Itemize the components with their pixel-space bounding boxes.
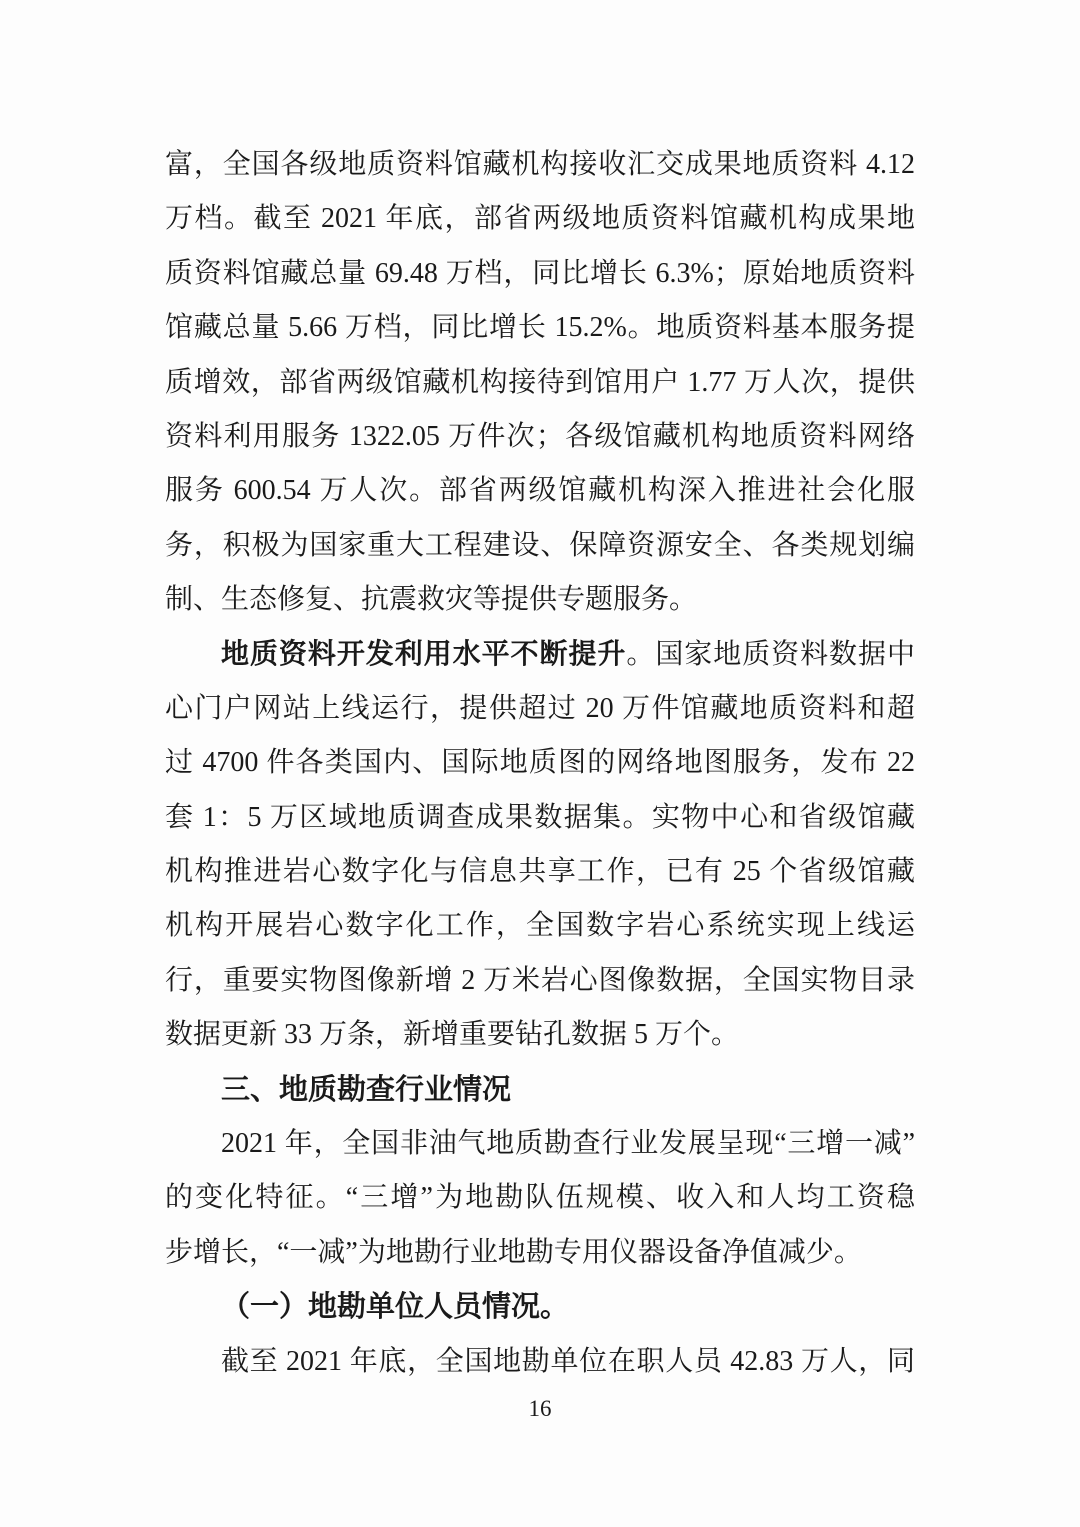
text-run: 。国家地质资料数据中 bbox=[626, 638, 915, 670]
text-line: 2021 年，全国非油气地质勘查行业发展呈现“三增一减” bbox=[221, 1128, 915, 1160]
text-line: 制、生态修复、抗震救灾等提供专题服务。 bbox=[165, 584, 698, 616]
text-line: 数据更新 33 万条，新增重要钻孔数据 5 万个。 bbox=[165, 1019, 740, 1051]
text-line bbox=[165, 628, 915, 682]
text-line: 富，全国各级地质资料馆藏机构接收汇交成果地质资料 4.12 bbox=[165, 149, 915, 180]
text-line: 务，积极为国家重大工程建设、保障资源安全、各类规划编 bbox=[165, 529, 915, 561]
text-line: 机构开展岩心数字化工作，全国数字岩心系统实现上线运 bbox=[165, 910, 915, 942]
text-line: 套 1：5 万区域地质调查成果数据集。实物中心和省级馆藏 bbox=[165, 801, 915, 833]
text-line: 服务 600.54 万人次。部省两级馆藏机构深入推进社会化服 bbox=[165, 475, 915, 507]
document-body bbox=[165, 138, 915, 1389]
text-line: 质增效，部省两级馆藏机构接待到馆用户 1.77 万人次，提供 bbox=[165, 366, 915, 398]
page-number: 16 bbox=[528, 1396, 552, 1421]
text-line: 万档。截至 2021 年底，部省两级地质资料馆藏机构成果地 bbox=[165, 203, 915, 235]
text-line: 馆藏总量 5.66 万档，同比增长 15.2%。地质资料基本服务提 bbox=[165, 312, 915, 344]
text-line: 的变化特征。“三增”为地勘队伍规模、收入和人均工资稳 bbox=[165, 1182, 915, 1214]
subsection-heading: （一）地勘单位人员情况。 bbox=[221, 1291, 570, 1324]
text-line: 过 4700 件各类国内、国际地质图的网络地图服务，发布 22 bbox=[165, 747, 915, 779]
text-line: 资料利用服务 1322.05 万件次；各级馆藏机构地质资料网络 bbox=[165, 420, 915, 452]
text-line: 行，重要实物图像新增 2 万米岩心图像数据，全国实物目录 bbox=[165, 964, 915, 996]
section-heading: 三、地质勘查行业情况 bbox=[221, 1073, 512, 1106]
text-line: 质资料馆藏总量 69.48 万档，同比增长 6.3%；原始地质资料 bbox=[165, 257, 915, 289]
text-line: 心门户网站上线运行，提供超过 20 万件馆藏地质资料和超 bbox=[165, 692, 915, 724]
text-line: 机构推进岩心数字化与信息共享工作，已有 25 个省级馆藏 bbox=[165, 856, 915, 888]
bold-lead-text: 地质资料开发利用水平不断提升 bbox=[221, 638, 627, 670]
text-line: 步增长，“一减”为地勘行业地勘专用仪器设备净值减少。 bbox=[165, 1236, 862, 1268]
text-line: 截至 2021 年底，全国地勘单位在职人员 42.83 万人，同 bbox=[221, 1345, 915, 1377]
